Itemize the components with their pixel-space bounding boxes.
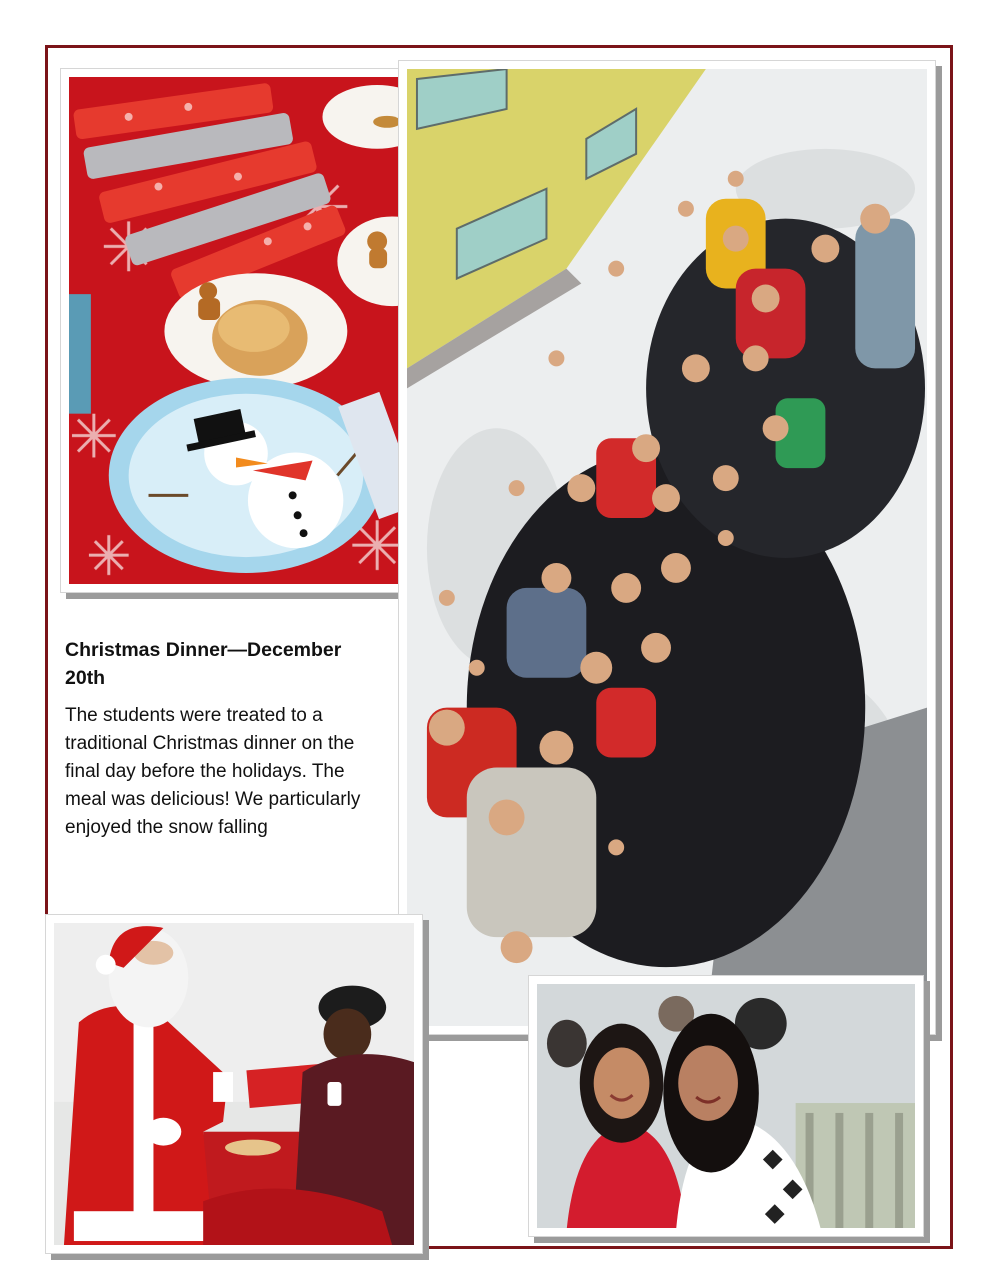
santa-gift-image <box>54 923 414 1245</box>
dinner-table-image <box>69 77 401 584</box>
students-in-snow-image <box>407 69 927 1026</box>
photo-dinner-table <box>60 68 410 593</box>
two-girls-image <box>537 984 915 1228</box>
photo-santa-gift <box>45 914 423 1254</box>
article-title: Christmas Dinner—December 20th <box>65 639 342 689</box>
photo-two-girls <box>528 975 924 1237</box>
photo-students-in-snow <box>398 60 936 1035</box>
article <box>65 636 375 842</box>
article-body: The students were treated to a traditional Christmas dinner on the final day before the holidays. The meal was delicious! We particularly enjoyed the snow falling <box>65 705 361 838</box>
